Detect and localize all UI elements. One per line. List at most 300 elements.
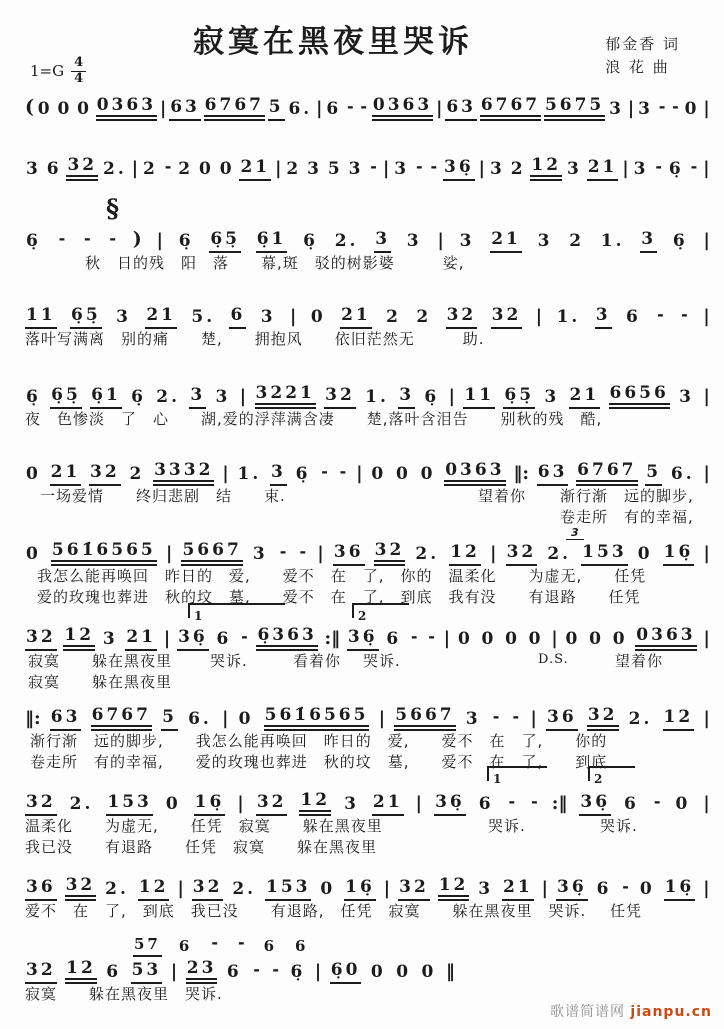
note-group: 32 xyxy=(25,627,57,651)
note-group: 0 xyxy=(370,962,386,982)
note-group: 6̣0 xyxy=(330,960,362,984)
note-group: 6̣5̣ xyxy=(209,229,241,253)
barline: | xyxy=(703,628,710,649)
note-group: 0 xyxy=(396,962,412,982)
note-group: 6̣ xyxy=(672,231,688,251)
note-group: 6̣ xyxy=(26,231,41,251)
lyric-line: 我怎么能再唤回 昨日的 爱, 爱不 在 了, 你的 温柔化 为虚无, 任凭 xyxy=(37,567,647,585)
note-group: 6̣ xyxy=(303,231,318,251)
note-group: 6. xyxy=(188,709,212,729)
note-group: 63 xyxy=(50,707,82,731)
barline: | xyxy=(177,878,184,899)
note-group: 21 xyxy=(145,305,177,329)
note-group: 5667 xyxy=(394,705,455,731)
note-group: 36̣ xyxy=(177,627,209,651)
volta-number: 2 xyxy=(594,772,603,786)
lyric-line: 一场爱情 终归悲剧 结 束. xyxy=(40,487,286,505)
note-group: 0 xyxy=(639,879,655,899)
note-group: 2. xyxy=(415,544,440,564)
barline: | xyxy=(237,793,244,814)
note-group: 21 xyxy=(502,877,534,901)
note-group: 12 xyxy=(449,542,481,566)
lyric-line: 秋 日的残 阳 落 幕,斑 驳的树影婆 娑, xyxy=(85,254,465,272)
lyric-line: 爱不 在 了, 到底 我已没 有退路, 任凭 寂寞 躲在黑夜里 哭诉. xyxy=(25,902,587,920)
note-group: 21 xyxy=(490,229,522,253)
duration-dash: - xyxy=(211,933,218,952)
note-group: 12 xyxy=(438,875,470,901)
duration-dash: - xyxy=(658,97,666,116)
repeat-start-barline: ‖: xyxy=(25,708,41,729)
note-group: 3 xyxy=(102,629,118,649)
note-group: 6̣ xyxy=(178,231,194,251)
note-group: 2 xyxy=(286,159,302,179)
barline: | xyxy=(551,628,558,649)
note-group: 23 xyxy=(186,958,218,984)
note-group: 6 xyxy=(295,937,309,955)
lyric-line: 看着你 xyxy=(293,652,342,670)
note-group: 32 xyxy=(192,877,224,901)
note-group: 3 xyxy=(638,99,653,119)
note-group: 2 xyxy=(178,159,194,179)
lyric-line: 寂寞 躲在黑夜里 xyxy=(28,652,173,670)
lyricist-credit: 郁金香 词 xyxy=(605,35,680,53)
note-group: 6767 xyxy=(480,95,541,121)
note-group: 153 xyxy=(581,542,628,566)
note-group: 32 xyxy=(446,305,478,329)
barline: | xyxy=(317,543,324,564)
note-group: 6̣5̣ xyxy=(50,385,82,409)
duration-dash: - xyxy=(58,229,66,248)
note-group: 36 xyxy=(546,707,578,731)
barline: | xyxy=(383,878,391,899)
note-group: 2. xyxy=(105,879,129,899)
note-group: 63 xyxy=(445,97,477,121)
note-group: 0 xyxy=(396,464,411,484)
note-group: 3 xyxy=(478,879,494,899)
note-group: 32 xyxy=(587,705,619,731)
barline: | xyxy=(170,961,178,982)
note-group: 3 xyxy=(260,307,276,327)
note-group: 3221 xyxy=(255,383,316,409)
duration-dash: - xyxy=(653,792,661,811)
note-group: 21 xyxy=(50,462,82,486)
note-group: 5 xyxy=(645,462,662,486)
harmony-voice-line xyxy=(133,933,309,957)
note-group: 21 xyxy=(340,305,372,329)
note-group: 5 xyxy=(161,707,178,731)
note-group: 6̣363 xyxy=(256,625,317,651)
note-group: 6 xyxy=(596,879,612,899)
duration-dash: - xyxy=(508,792,516,811)
music-line xyxy=(25,875,710,901)
note-group: 0363 xyxy=(635,625,696,651)
note-group: 12 xyxy=(530,155,562,181)
note-group: 16̣ xyxy=(663,542,695,566)
note-group: 5667 xyxy=(181,540,242,566)
note-group: 0 xyxy=(421,962,437,982)
note-group: 6 xyxy=(46,159,62,179)
music-line xyxy=(25,303,710,329)
duration-dash: - xyxy=(321,462,328,481)
note-group: 3 xyxy=(537,231,553,251)
note-group: 36 xyxy=(333,542,365,566)
watermark-site-link[interactable]: jianpu.cn xyxy=(630,1004,712,1020)
note-group: 3 xyxy=(459,231,475,251)
note-group: 12 xyxy=(138,877,170,901)
parenthesis: ( xyxy=(25,96,34,118)
duration-dash: - xyxy=(83,229,91,248)
note-group: 6 xyxy=(326,99,342,119)
note-group: 6̣ xyxy=(131,387,146,407)
volta-bracket-2 xyxy=(352,603,409,623)
note-group: 1. xyxy=(600,231,625,251)
note-group: 3 xyxy=(189,385,206,409)
note-group: 3 xyxy=(465,709,481,729)
lyric-line: 哭诉. xyxy=(488,817,526,835)
lyric-line: 夜 色惨淡 了 心 湖,爱的浮萍满含凄 楚,落叶含泪告 别秋的残 酷, xyxy=(25,410,603,428)
note-group: 6̣ xyxy=(424,387,440,407)
duration-dash: - xyxy=(415,157,423,176)
note-group: 6̣5̣ xyxy=(70,305,102,329)
note-group: 6 xyxy=(226,962,242,982)
note-group: 32 xyxy=(374,540,406,566)
duration-dash: - xyxy=(512,707,520,726)
note-group: 36̣ xyxy=(556,877,588,901)
barline: | xyxy=(627,98,635,119)
barline: | xyxy=(703,793,710,814)
note-group: 2. xyxy=(628,709,653,729)
credits xyxy=(605,33,680,80)
duration-dash: - xyxy=(360,97,368,116)
note-group: 0 xyxy=(371,464,387,484)
barline: | xyxy=(222,463,229,484)
note-group: 21 xyxy=(372,792,404,816)
volta-number: 1 xyxy=(493,772,502,786)
note-group: 36 xyxy=(25,877,57,901)
note-group: 0 xyxy=(165,794,181,814)
note-group: 12 xyxy=(299,790,331,816)
barline: | xyxy=(165,543,173,564)
note-group: 6 xyxy=(478,794,494,814)
note-group: 1. xyxy=(365,387,389,407)
note-group: 21 xyxy=(569,385,601,409)
barline: | xyxy=(622,158,629,179)
triplet-number: 3 xyxy=(566,526,584,540)
lyric-line: 望着你 xyxy=(615,652,664,670)
duration-dash: - xyxy=(622,877,629,896)
duration-dash: - xyxy=(253,960,260,979)
duration-dash: - xyxy=(672,97,679,116)
watermark xyxy=(550,1001,712,1021)
lyric-line: 渐行渐 远的脚步, xyxy=(560,487,694,505)
lyric-line: 哭诉. xyxy=(210,652,248,670)
duration-dash: - xyxy=(690,157,698,176)
note-group: 0 xyxy=(684,99,700,119)
lyric-line: 任凭 xyxy=(610,902,643,920)
lyric-line: 寂寞 躲在黑夜里 xyxy=(28,673,173,691)
note-group: 6767 xyxy=(91,705,152,731)
note-group: 0 xyxy=(310,307,326,327)
barline: | xyxy=(443,628,451,649)
note-group: 2 xyxy=(129,464,145,484)
barline: | xyxy=(274,158,282,179)
note-group: 561̇6565 xyxy=(264,705,370,731)
parenthesis: ) xyxy=(132,228,142,250)
music-line xyxy=(25,227,710,253)
note-group: 3 xyxy=(406,231,422,251)
barline: | xyxy=(221,708,229,729)
segno-icon: § xyxy=(106,194,120,223)
note-group: 1. xyxy=(237,464,262,484)
repeat-start-barline: ‖: xyxy=(513,463,529,484)
note-group: 0 xyxy=(637,544,653,564)
lyric-line: 卷走所 有的幸福, xyxy=(560,508,694,526)
note-group: 0 xyxy=(238,709,254,729)
note-group: 6. xyxy=(670,464,695,484)
key-signature xyxy=(30,56,86,87)
note-group: 153 xyxy=(265,877,312,901)
barline: | xyxy=(703,158,710,179)
note-group: 36̣ xyxy=(347,627,379,651)
note-group: 0 xyxy=(528,629,544,649)
note-group: 16̣ xyxy=(194,792,226,816)
note-group: 2. xyxy=(69,794,94,814)
note-group: 16̣ xyxy=(344,877,376,901)
barline: | xyxy=(378,708,386,729)
note-group: 2 xyxy=(416,307,432,327)
note-group: 6 xyxy=(263,937,278,955)
time-signature-bottom: 4 xyxy=(74,70,84,86)
barline: | xyxy=(530,708,537,729)
note-group: 6̣ xyxy=(290,962,306,982)
note-group: 36̣ xyxy=(434,792,466,816)
note-group: 21 xyxy=(587,157,619,181)
duration-dash: - xyxy=(370,157,377,176)
barline: | xyxy=(703,878,710,899)
barline: | xyxy=(382,158,390,179)
duration-dash: - xyxy=(279,542,287,561)
barline: | xyxy=(239,386,247,407)
barline: | xyxy=(703,386,710,407)
duration-dash: - xyxy=(428,627,435,646)
music-line xyxy=(25,460,710,486)
note-group: 3 xyxy=(394,159,410,179)
note-group: 57 xyxy=(133,935,162,957)
note-group: 6 xyxy=(216,629,232,649)
note-group: 3 xyxy=(640,229,657,253)
barline: | xyxy=(163,628,171,649)
dal-segno-mark: D.S. xyxy=(538,652,569,667)
note-group: 12 xyxy=(63,625,95,651)
duration-dash: - xyxy=(109,229,116,248)
note-group: 5 xyxy=(327,159,343,179)
duration-dash: - xyxy=(492,707,500,726)
lyric-line: 卷走所 有的幸福, 爱的玫瑰也葬进 秋的坟 墓, 爱不 在 了, 到底 xyxy=(30,753,608,771)
note-group: 21 xyxy=(239,157,271,181)
note-group: 6 xyxy=(624,794,639,814)
volta-bracket-2 xyxy=(588,766,635,786)
volta-bracket-1 xyxy=(487,766,547,786)
note-group: 6 xyxy=(625,307,641,327)
note-group: 32 xyxy=(25,792,57,816)
note-group: 36̣ xyxy=(579,792,611,816)
note-group: 5. xyxy=(191,307,216,327)
note-group: 2 xyxy=(386,307,401,327)
note-group: 11 xyxy=(25,305,57,329)
barline: | xyxy=(356,463,363,484)
barline: | xyxy=(535,306,543,327)
music-line xyxy=(25,155,710,181)
barline: | xyxy=(478,158,486,179)
note-group: 3 xyxy=(26,159,41,179)
note-group: 2. xyxy=(232,879,257,899)
duration-dash: - xyxy=(241,627,248,646)
note-group: 0 xyxy=(57,99,73,119)
note-group: 32 xyxy=(398,877,430,901)
note-group: 3 xyxy=(398,385,415,409)
note-group: 2. xyxy=(156,387,181,407)
note-group: 0 xyxy=(26,544,41,564)
lyric-line: 哭诉. xyxy=(363,652,401,670)
note-group: 32 xyxy=(491,305,523,329)
note-group: 6̣5̣ xyxy=(503,385,535,409)
note-group: 3 xyxy=(252,544,268,564)
note-group: 63 xyxy=(169,97,201,121)
note-group: 3 xyxy=(489,159,505,179)
note-group: 6767 xyxy=(204,95,265,121)
duration-dash: - xyxy=(655,157,663,176)
note-group: 11 xyxy=(463,385,495,409)
note-group: 21 xyxy=(125,627,157,651)
note-group: 3 xyxy=(633,159,649,179)
note-group: 3 xyxy=(566,159,582,179)
note-group: 0 xyxy=(565,629,581,649)
note-group: 0 xyxy=(219,159,235,179)
barline: | xyxy=(448,386,456,407)
note-group: 0 xyxy=(505,629,520,649)
note-group: 53 xyxy=(131,960,163,984)
note-group: 3332 xyxy=(153,460,214,486)
final-barline: ‖ xyxy=(445,961,455,982)
time-signature-top: 4 xyxy=(71,56,86,72)
music-line xyxy=(25,625,710,651)
note-group: 32 xyxy=(66,155,98,181)
lyric-line: 温柔化 为虚无, 任凭 寂寞 躲在黑夜里 xyxy=(25,817,383,835)
barline: | xyxy=(315,98,323,119)
barline: | xyxy=(703,463,710,484)
note-group: 3 xyxy=(348,159,364,179)
note-group: 3 xyxy=(215,387,231,407)
note-group: 561̇6565 xyxy=(51,540,157,566)
note-group: 2 xyxy=(569,231,585,251)
key-label: 1=G xyxy=(30,62,65,81)
time-signature xyxy=(71,56,86,87)
note-group: 3 xyxy=(307,159,322,179)
note-group: 6 xyxy=(229,305,246,329)
lyric-line: 哭诉. xyxy=(600,817,638,835)
music-line xyxy=(25,383,710,409)
watermark-site-name: 歌谱简谱网 xyxy=(549,1004,625,1020)
duration-dash: - xyxy=(346,97,354,116)
lyric-line: 渐行渐 远的脚步, 我怎么能再唤回 昨日的 爱, 爱不 在 了, 你的 xyxy=(30,732,608,750)
duration-dash: - xyxy=(657,305,664,324)
note-group: 6767 xyxy=(576,460,637,486)
barline: | xyxy=(289,306,297,327)
note-group: 0 xyxy=(675,794,691,814)
note-group: 0 xyxy=(589,629,604,649)
note-group: 32 xyxy=(324,385,356,409)
music-line xyxy=(25,540,710,566)
note-group: 32 xyxy=(65,875,97,901)
note-group: 12 xyxy=(65,958,97,984)
note-group: 3 xyxy=(544,387,560,407)
duration-dash: - xyxy=(272,960,279,979)
duration-dash: - xyxy=(410,627,418,646)
music-line xyxy=(25,705,710,731)
note-group: 3 xyxy=(679,387,694,407)
note-group: 6 xyxy=(178,937,193,955)
music-line xyxy=(25,958,455,984)
repeat-end-barline: :‖ xyxy=(551,793,568,814)
repeat-end-barline: :‖ xyxy=(324,628,341,649)
duration-dash: - xyxy=(164,157,172,176)
barline: | xyxy=(703,306,710,327)
note-group: 0 xyxy=(420,464,436,484)
note-group: 0 xyxy=(26,464,41,484)
barline: | xyxy=(703,230,710,251)
note-group: 6 xyxy=(386,629,402,649)
barline: | xyxy=(131,158,139,179)
song-title: 寂寞在黑夜里哭诉 xyxy=(193,24,474,60)
note-group: 6̣ xyxy=(668,159,684,179)
note-group: 16̣ xyxy=(664,877,696,901)
volta-number: 1 xyxy=(194,609,203,623)
lyric-line: 落叶写满离 别的痛 楚, 拥抱风 依旧茫然无 助. xyxy=(25,330,485,348)
duration-dash: - xyxy=(430,157,438,176)
lyric-line: 爱的玫瑰也葬进 秋的坟 墓, 爱不 在 了, 到底 我有没 有退路 任凭 xyxy=(37,588,641,606)
note-group: 0 xyxy=(457,629,473,649)
note-group: 2 xyxy=(510,159,526,179)
note-group: 3 xyxy=(116,307,131,327)
note-group: 63 xyxy=(537,462,569,486)
volta-number: 2 xyxy=(358,609,367,623)
duration-dash: - xyxy=(531,792,538,811)
duration-dash: - xyxy=(681,305,688,324)
note-group: 6. xyxy=(288,99,313,119)
duration-dash: - xyxy=(299,542,307,561)
barline: | xyxy=(415,793,423,814)
note-group: 6 xyxy=(106,962,122,982)
note-group: 3 xyxy=(595,305,612,329)
note-group: 0 xyxy=(77,99,92,119)
note-group: 3 xyxy=(344,794,359,814)
note-group: 0363 xyxy=(372,95,433,121)
duration-dash: - xyxy=(237,933,245,952)
duration-dash: - xyxy=(339,462,347,481)
music-line xyxy=(25,95,710,121)
composer-credit: 浪 花 曲 xyxy=(605,58,670,77)
barline: | xyxy=(159,98,167,119)
note-group: 3 xyxy=(609,99,624,119)
note-group: 6̣ xyxy=(295,464,311,484)
note-group: 0 xyxy=(481,629,497,649)
note-group: 2 xyxy=(143,159,158,179)
note-group: 5 xyxy=(268,97,285,121)
note-group: 0363 xyxy=(444,460,505,486)
note-group: 6̣1 xyxy=(90,385,122,409)
barline: | xyxy=(703,543,710,564)
note-group: 2. xyxy=(547,544,572,564)
